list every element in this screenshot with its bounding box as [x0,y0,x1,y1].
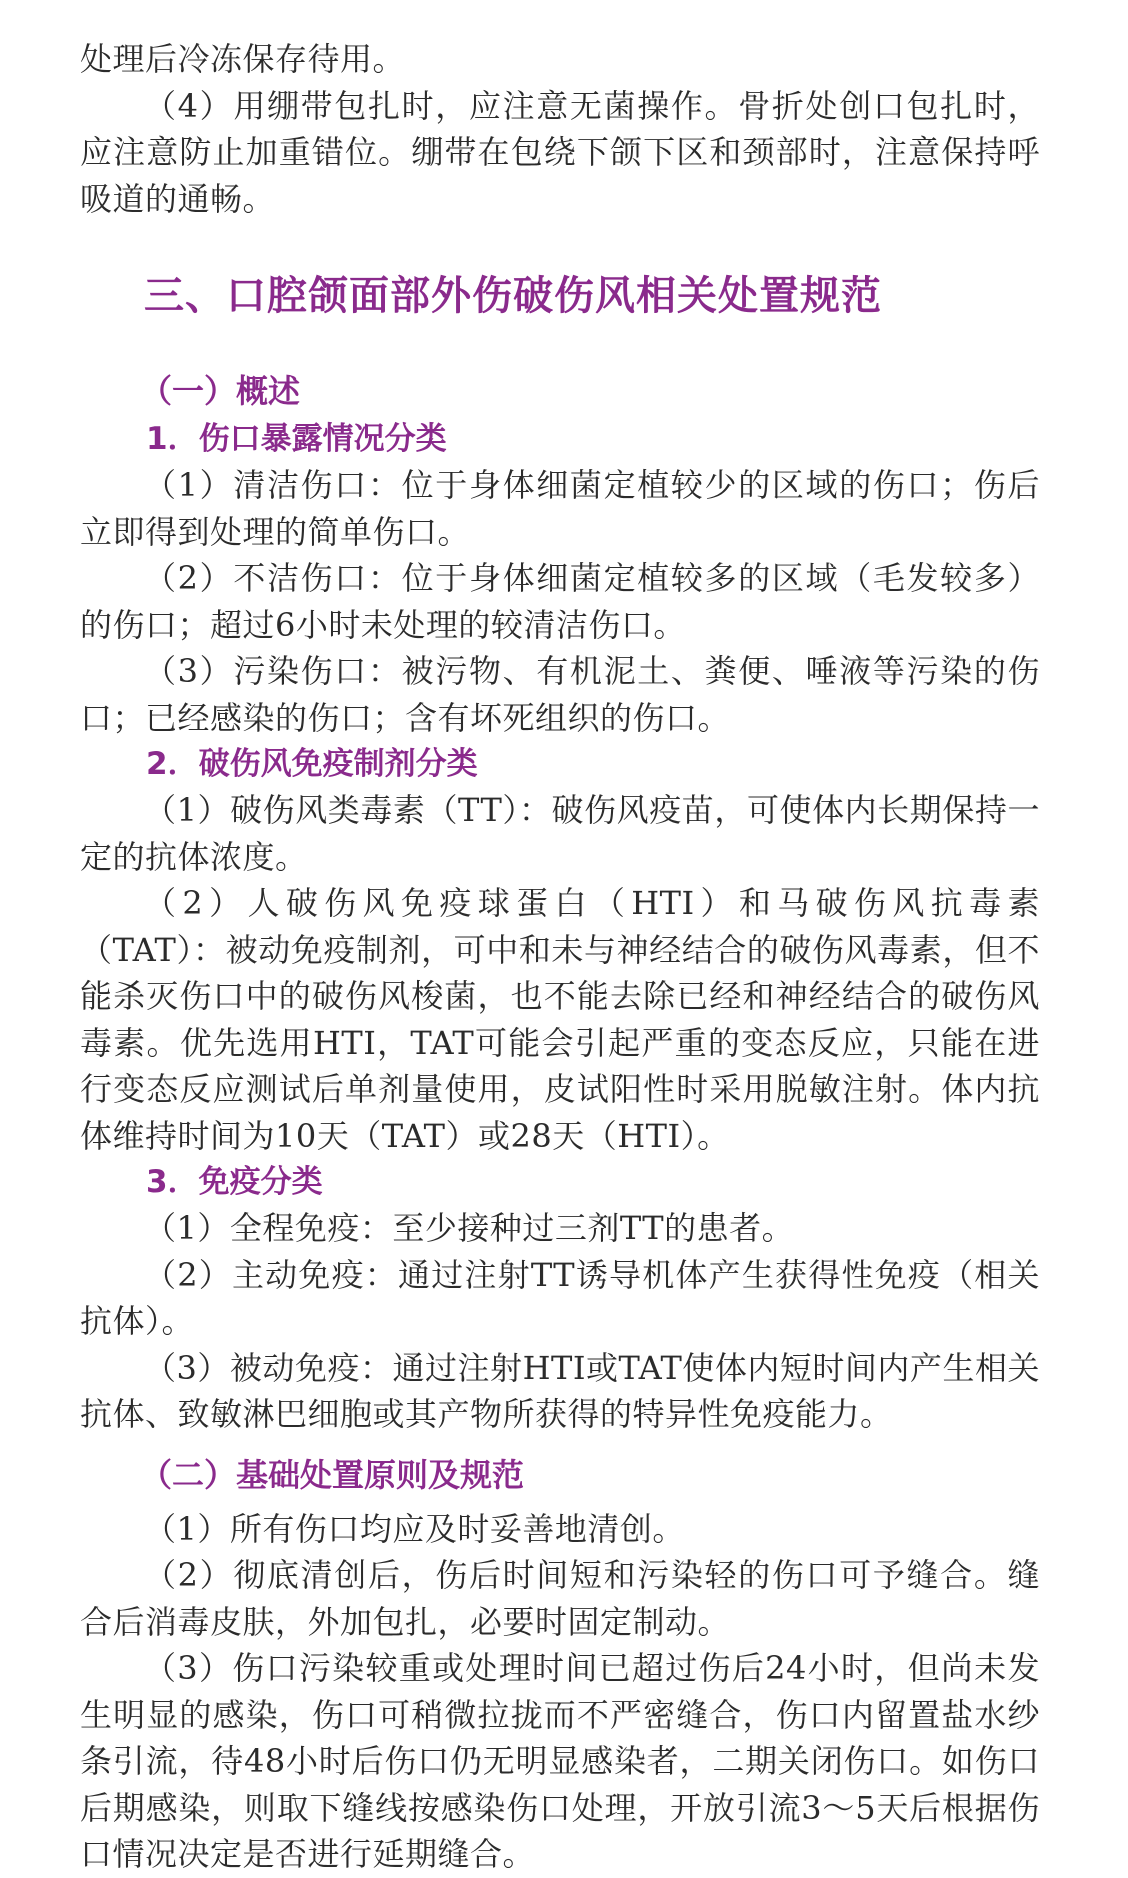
wound-class-item-1: （1）清洁伤口：位于身体细菌定植较少的区域的伤口；伤后立即得到处理的简单伤口。 [80,466,1040,551]
immunity-item-2: （2）主动免疫：通过注射TT诱导机体产生获得性免疫（相关抗体）。 [80,1255,1040,1340]
item-title-immunity-types: 3．免疫分类 [146,1164,323,1200]
wound-class-item-3: （3）污染伤口：被污物、有机泥土、粪便、唾液等污染的伤口；已经感染的伤口；含有坏死组织的伤口。 [80,652,1040,737]
intro-paragraph-bandage: （4）用绷带包扎时，应注意无菌操作。骨折处创口包扎时，应注意防止加重错位。绷带在包绕下颌下区和颈部时，注意保持呼吸道的通畅。 [80,86,1040,218]
immunity-item-1: （1）全程免疫：至少接种过三剂TT的患者。 [144,1209,795,1247]
principle-item-2: （2）彻底清创后，伤后时间短和污染轻的伤口可予缝合。缝合后消毒皮肤，外加包扎，必要时固定制动。 [80,1556,1040,1641]
section-title: 三、口腔颌面部外伤破伤风相关处置规范 [144,273,882,319]
principle-item-1: （1）所有伤口均应及时妥善地清创。 [144,1509,685,1548]
immune-agent-item-2: （2）人破伤风免疫球蛋白（HTI）和马破伤风抗毒素（TAT）：被动免疫制剂，可中和未与神经结合的破伤风毒素，但不能杀灭伤口中的破伤风梭菌，也不能去除已经和神经结合的破伤风毒素。优先选用HTI，TAT可能会引起严重的变态反应，只能在进行变态反应测试后单剂量使用，皮试阳性时采用脱敏注射。体内抗体维持时间为10天（TAT）或28天（HTI）。 [80,884,1040,1155]
wound-class-item-2: （2）不洁伤口：位于身体细菌定植较多的区域（毛发较多）的伤口；超过6小时未处理的较清洁伤口。 [80,559,1040,644]
item-title-immune-agents: 2．破伤风免疫制剂分类 [146,746,478,782]
immune-agent-item-1: （1）破伤风类毒素（TT）：破伤风疫苗，可使体内长期保持一定的抗体浓度。 [80,791,1040,876]
intro-paragraph-continued: 处理后冷冻保存待用。 [80,40,406,78]
immunity-item-3: （3）被动免疫：通过注射HTI或TAT使体内短时间内产生相关抗体、致敏淋巴细胞或其产物所获得的特异性免疫能力。 [80,1348,1040,1433]
principle-item-3: （3）伤口污染较重或处理时间已超过伤后24小时，但尚未发生明显的感染，伤口可稍微拉拢而不严密缝合，伤口内留置盐水纱条引流，待48小时后伤口仍无明显感染者，二期关闭伤口。如伤口后期感染，则取下缝线按感染伤口处理，开放引流3～5天后根据伤口情况决定是否进行延期缝合。 [80,1649,1040,1873]
subsection-title-overview: （一）概述 [140,372,301,410]
subsection-title-principles: （二）基础处置原则及规范 [140,1455,525,1494]
item-title-wound-classification: 1．伤口暴露情况分类 [146,421,447,457]
